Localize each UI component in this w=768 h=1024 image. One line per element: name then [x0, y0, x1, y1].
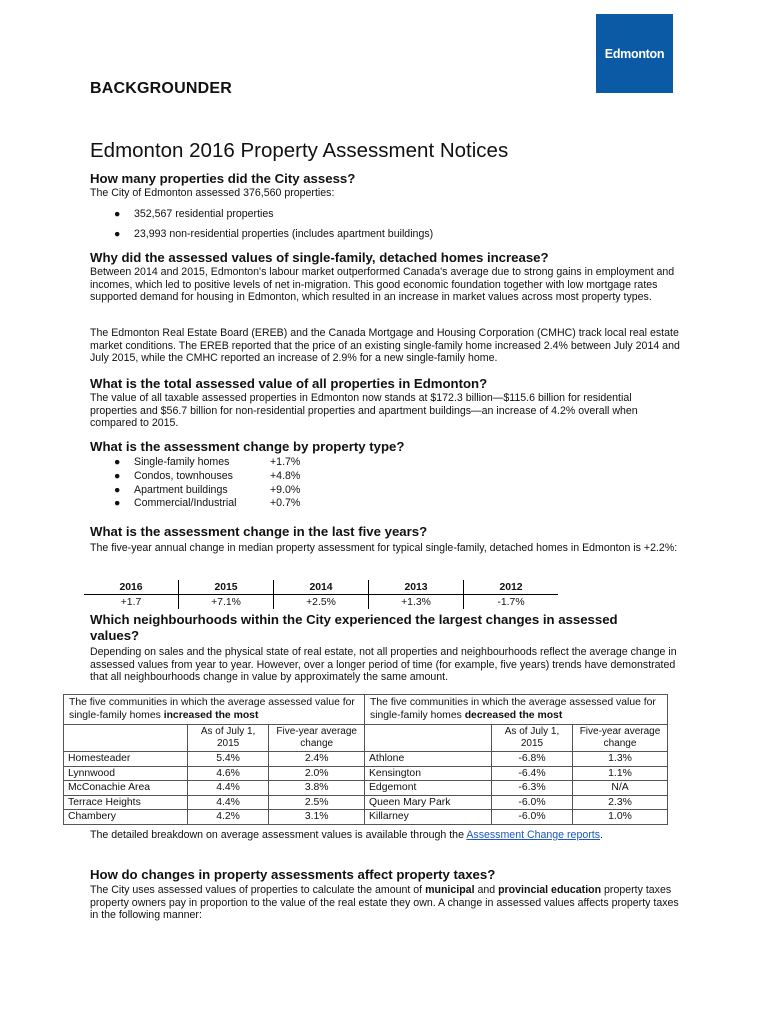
- properties-intro: The City of Edmonton assessed 376,560 properties:: [90, 187, 335, 199]
- increased-header: The five communities in which the average assessed value for single-family homes increased the most: [64, 695, 365, 725]
- table-row: +1.7 +7.1% +2.5% +1.3% -1.7%: [84, 595, 558, 610]
- table-row: Homesteader 5.4% 2.4% Athlone -6.8% 1.3%: [64, 752, 668, 767]
- edmonton-logo: Edmonton: [596, 14, 673, 93]
- list-item: ● 23,993 non-residential properties (includes apartment buildings): [114, 228, 434, 240]
- table-row: Chambery 4.2% 3.1% Killarney -6.0% 1.0%: [64, 810, 668, 825]
- heading-property-type: What is the assessment change by property type?: [90, 439, 405, 454]
- heading-neighbourhoods: Which neighbourhoods within the City experienced the largest changes in assessed values?: [90, 612, 618, 643]
- paragraph: The City uses assessed values of properties to calculate the amount of municipal and provincial education property taxes property owners pay in proportion to the value of the real estate they own. A change in assessed values affects property taxes in the following manner:: [90, 884, 679, 922]
- table-row: McConachie Area 4.4% 3.8% Edgemont -6.3% N/A: [64, 781, 668, 796]
- paragraph: Between 2014 and 2015, Edmonton's labour market outperformed Canada's average due to strong gains in employment and incomes, which led to positive levels of net in-migration. This good economic foundation together with low mortgage rates supported demand for housing in Edmonton, which resulted in an increase in market values across most property types.: [90, 266, 675, 304]
- table-row: 2016 2015 2014 2013 2012: [84, 580, 558, 595]
- report-note: The detailed breakdown on average assessment values is available through the Assessment Change reports.: [90, 829, 603, 841]
- page-title: Edmonton 2016 Property Assessment Notices: [90, 139, 509, 162]
- paragraph: Depending on sales and the physical state of real estate, not all properties and neighbourhoods reflect the average change in assessed values from year to year. However, over a longer period of time (for example, five years) trends have demonstrated that all neighbourhoods change in value by approximately the same amount.: [90, 646, 677, 684]
- list-item: ● Commercial/Industrial +0.7%: [114, 497, 301, 510]
- table-row: Terrace Heights 4.4% 2.5% Queen Mary Park -6.0% 2.3%: [64, 795, 668, 810]
- assessment-change-reports-link[interactable]: Assessment Change reports: [466, 829, 600, 841]
- heading-property-taxes: How do changes in property assessments affect property taxes?: [90, 867, 496, 882]
- paragraph: The five-year annual change in median property assessment for typical single-family, detached homes in Edmonton is +2.2%:: [90, 542, 678, 554]
- list-item: ● 352,567 residential properties: [114, 208, 274, 220]
- table-subheader-row: As of July 1, 2015 Five-year average change As of July 1, 2015 Five-year average change: [64, 725, 668, 752]
- heading-why-increase: Why did the assessed values of single-family, detached homes increase?: [90, 250, 549, 265]
- doc-label: BACKGROUNDER: [90, 80, 232, 97]
- heading-properties-count: How many properties did the City assess?: [90, 171, 356, 186]
- five-year-table: [84, 580, 558, 609]
- list-item: ● Apartment buildings +9.0%: [114, 483, 301, 496]
- neighbourhood-table: [63, 694, 668, 825]
- list-item: ● Single-family homes +1.7%: [114, 456, 301, 468]
- paragraph: The value of all taxable assessed properties in Edmonton now stands at $172.3 billion—$115.6 billion for residential properties and $56.7 billion for non-residential properties and apartment buildings—an increase of 4.2% overall when compared to 2015.: [90, 392, 638, 430]
- table-row: Lynnwood 4.6% 2.0% Kensington -6.4% 1.1%: [64, 766, 668, 781]
- paragraph: The Edmonton Real Estate Board (EREB) and the Canada Mortgage and Housing Corporation (CMHC) track local real estate market conditions. The EREB reported that the price of an existing single-family home increased 2.4% between July 2014 and July 2015, while the CMHC reported an increase of 2.9% for a new single-family home.: [90, 327, 680, 365]
- property-type-list: [114, 456, 300, 511]
- heading-five-years: What is the assessment change in the last five years?: [90, 524, 428, 539]
- table-header-row: [64, 695, 668, 725]
- list-item: ● Condos, townhouses +4.8%: [114, 469, 301, 482]
- decreased-header: The five communities in which the average assessed value for single-family homes decreased the most: [365, 695, 668, 725]
- heading-total-value: What is the total assessed value of all properties in Edmonton?: [90, 376, 488, 391]
